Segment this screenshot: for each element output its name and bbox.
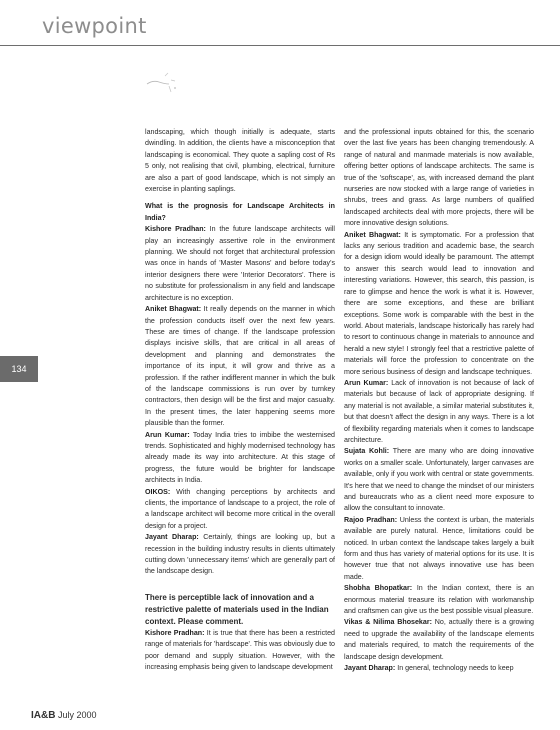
paragraph-text: With changing perceptions by architects and clients, the importance of landscape to a project, the role of a landscape architect will become more critical in the overall design for a project. [145,487,335,530]
paragraph-text: In general, technology needs to keep [395,664,514,673]
speaker-name: Jayant Dharap: [344,664,396,673]
paragraph [344,583,534,617]
speaker-name: Sujata Kohli: [344,447,390,456]
paragraph-text: landscaping, which though initially is adequate, starts dwindling. In addition, the clients have a misconception that landscaping is economical. They quote a sapling cost of Rs 5 only, not realising that civil, plumbing, electrical, furniture are also a part of good landscape, which is not simply an exercise in planting saplings. [145,128,335,194]
paragraph-text: and the professional inputs obtained for this, the scenario over the last five years has been changing tremendously. A range of natural and manmade materials is now available, offering better options of landscape architects. The same is true of the 'softscape', as, with increased demand the plant nurseries are now stocked with a large range of varieties in shrubs, trees and grass. As large numbers of qualified landscaped architects deal with more projects, there will be more innovative design solutions. [344,128,534,228]
paragraph [344,617,534,663]
paragraph [344,230,534,378]
paragraph [344,378,534,446]
paragraph [145,430,335,487]
article-column-left [145,127,335,673]
paragraph [145,628,335,674]
question-text: What is the prognosis for Landscape Architects in India? [145,202,335,222]
paragraph-text: Certainly, things are looking up, but a recession in the building industry results in clients ultimately cutting down 'unnecessary items' which are generally part of the landscape design. [145,533,336,576]
paragraph [145,532,335,578]
paragraph [344,127,534,230]
speaker-name: Vikas & Nilima Bhosekar: [344,618,432,627]
interview-question [145,201,335,224]
speaker-name: Aniket Bhagwat: [145,305,202,314]
speaker-name: Arun Kumar: [145,430,190,439]
paragraph-text: It is symptomatic. For a profession that lacks any serious tradition and academic base, the search for a design idiom would ideally be paramount. The attempt to answer this search would lead to innovation and interesting variations. However, this search, this passion, is rare to glimpse and hence the work is what it is. However, there are some exceptions, and these are brilliant exceptions. Some work is comparable with the best in the world. About materials, landscape historically has rarely had to resort to continuous change in materials to announce and herald a new style! I strongly feel that a restrictive palette of materials will force the profession to concentrate on the more serious business of design and landscape techniques. [344,230,534,376]
paragraph-text: Unless the context is urban, the materials available are purely natural. Hence, limitations could be noticed. In urban context the landscape takes largely a built form and thus has variety of material options for its use. It is however true that not always innovative use has been made. [344,515,534,581]
footer [31,710,97,721]
paragraph-text: No, actually there is a growing need to upgrade the availability of the landscape elements and materials required, to match the requirements of the landscape design development. [344,618,534,661]
paragraph-text: In the future landscape architects will play an increasingly assertive role in the environment planning. We should not forget that architectural profession was once in hands of 'Master Masons' and before today's interior designers there were 'Interior Decorators'. There is no substitute for professionalism in any field and landscape architecture is no exception. [145,225,335,302]
speaker-name: Jayant Dharap: [145,533,199,542]
article-column-right [344,127,534,675]
paragraph-text: Lack of innovation is not because of lack of materials but because of lack of appropriate designing. If any material is not available, a similar material substitutes it, but that doesn't affect the design in any ways. There is a lot of flexibility regarding materials when it comes to landscape architecture. [344,378,534,444]
paragraph-text: Today India tries to imbibe the westernised trends. Sophisticated and highly modernised technology has already made its way into architecture. At this stage of progress, the future would be brighter for landscape architects in India. [145,430,336,485]
issue-date: July 2000 [57,710,97,720]
paragraph-text: There are many who are doing innovative works on a smaller scale. Unfortunately, larger canvases are available, only if you work with central or state governments. It's here that we need to change the mindset of our ministers and bureaucrats who as a client need more exposure to allow the consultant to innovate. [344,447,534,513]
speaker-name: Aniket Bhagwat: [344,230,401,239]
paragraph [145,127,335,195]
paragraph-text: In the Indian context, there is an enormous material treasure its relation with workmanship and craftsmen can give us the best possible visual pleasure. [344,584,534,616]
header-divider [0,45,560,46]
interview-question: There is perceptible lack of innovation and a restrictive palette of materials used in the Indian context. Please comment. [145,592,329,626]
paragraph [145,224,335,304]
speaker-name: Kishore Pradhan: [145,628,205,637]
speaker-name: OIKOS: [145,487,171,496]
magazine-logo: IA&B [31,710,56,721]
speaker-name: Kishore Pradhan: [145,225,206,234]
speaker-name: Rajoo Pradhan: [344,515,398,524]
paragraph-text: It really depends on the manner in which the profession conducts itself over the next few years. These are times of change. If the landscape profession displays incisive skills, that are critical in all areas of development and planning and demonstrates the importance of its input, it will grow and thrive as a profession. If the rather indifferent manner in which the bulk of the landscape commissions is run over by turnkey contractors, then design will be the first and major casualty. In the present times, the later happening seems more plausible than the former. [145,305,335,428]
paragraph [145,487,335,533]
paragraph [145,304,335,429]
paragraph [344,446,534,514]
ink-smudge [145,70,185,96]
paragraph-text: It is true that there has been a restricted range of materials for 'hardscape'. This was obviously due to poor demand and supply situation. However, with the increasing emphasis being given to landscape development [145,628,335,672]
speaker-name: Shobha Bhopatkar: [344,584,413,593]
paragraph [344,663,534,674]
paragraph [344,515,534,583]
section-title: viewpoint [42,14,147,38]
page-number: 134 [0,356,38,382]
speaker-name: Arun Kumar: [344,378,389,387]
